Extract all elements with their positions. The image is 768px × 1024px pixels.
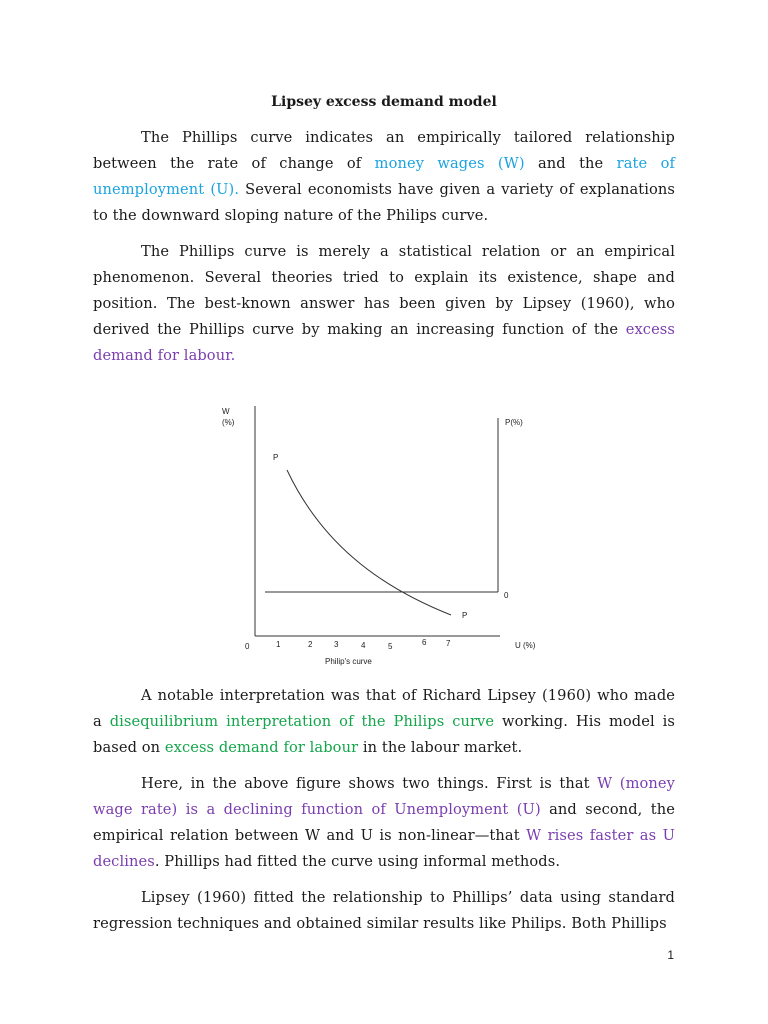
x-tick-label: 6 (422, 638, 427, 647)
curve-label-top: P (273, 453, 279, 462)
highlight-excess-demand: excess demand for labour. (93, 321, 675, 364)
paragraph-text: and second, the empirical relation between W and U is non-linear—that (93, 801, 675, 844)
paragraph-text: . Phillips had fitted the curve using informal methods. (154, 853, 561, 870)
paragraph-text: and the (524, 155, 617, 172)
x-tick-label: 4 (361, 641, 366, 650)
paragraph-text: Lipsey (1960) fitted the relationship to Phillips’ data using standard regression techniques and obtained similar results like Philips. Both Phillips (93, 889, 675, 932)
origin-label: 0 (245, 642, 250, 651)
phillips-curve-line (287, 470, 451, 615)
paragraph-text: The Phillips curve is merely a statistical relation or an empirical phenomenon. Several theories tried to explain its existence, shape and position. The best-known answer has been given by Lipsey (1960), who derived the Phillips curve by making an increasing function of the (93, 243, 675, 338)
page-number: 1 (667, 948, 674, 962)
paragraph-4 (93, 771, 675, 875)
y-axis-label: W (222, 407, 230, 416)
paragraph-3 (93, 683, 675, 761)
highlight-declining-function: W (money wage rate) is a declining function of Unemployment (U) (93, 775, 676, 818)
x-axis-label: U (%) (515, 641, 536, 650)
document-page (93, 92, 675, 379)
x-tick-label: 2 (308, 640, 313, 649)
paragraph-5 (93, 885, 675, 937)
horizontal-line-label: 0 (504, 591, 509, 600)
highlight-unemployment-rate: rate of unemployment (U). (93, 155, 675, 198)
paragraph-2 (93, 239, 675, 369)
paragraph-text: The Phillips curve indicates an empirically tailored relationship between the rate of change of (93, 129, 675, 172)
x-tick-label: 7 (446, 639, 451, 648)
phillips-curve-figure (215, 400, 545, 672)
highlight-w-rises-faster: W rises faster as U declines (93, 827, 675, 870)
x-tick-label: 3 (334, 640, 339, 649)
highlight-disequilibrium: disequilibrium interpretation of the Philips curve (109, 713, 495, 730)
highlight-excess-demand-labour: excess demand for labour (164, 739, 359, 756)
curve-label-bottom: P (462, 611, 468, 620)
right-axis-label: P(%) (505, 418, 523, 427)
x-tick-label: 1 (276, 640, 281, 649)
document-body-lower (93, 683, 675, 947)
figure-caption: Philip's curve (325, 657, 372, 666)
paragraph-1 (93, 125, 675, 229)
highlight-money-wages: money wages (W) (374, 155, 525, 172)
paragraph-text: Here, in the above figure shows two things. First is that (141, 775, 598, 792)
document-title: Lipsey excess demand model (271, 94, 497, 110)
x-tick-label: 5 (388, 642, 393, 651)
paragraph-text: A notable interpretation was that of Richard Lipsey (1960) who made a (93, 687, 675, 730)
phillips-curve-diagram (215, 400, 545, 672)
paragraph-text: working. His model is based on (93, 713, 675, 756)
y-axis-unit: (%) (222, 418, 235, 427)
paragraph-text: Several economists have given a variety of explanations to the downward sloping nature of the Philips curve. (93, 181, 676, 224)
paragraph-text: in the labour market. (358, 739, 523, 756)
